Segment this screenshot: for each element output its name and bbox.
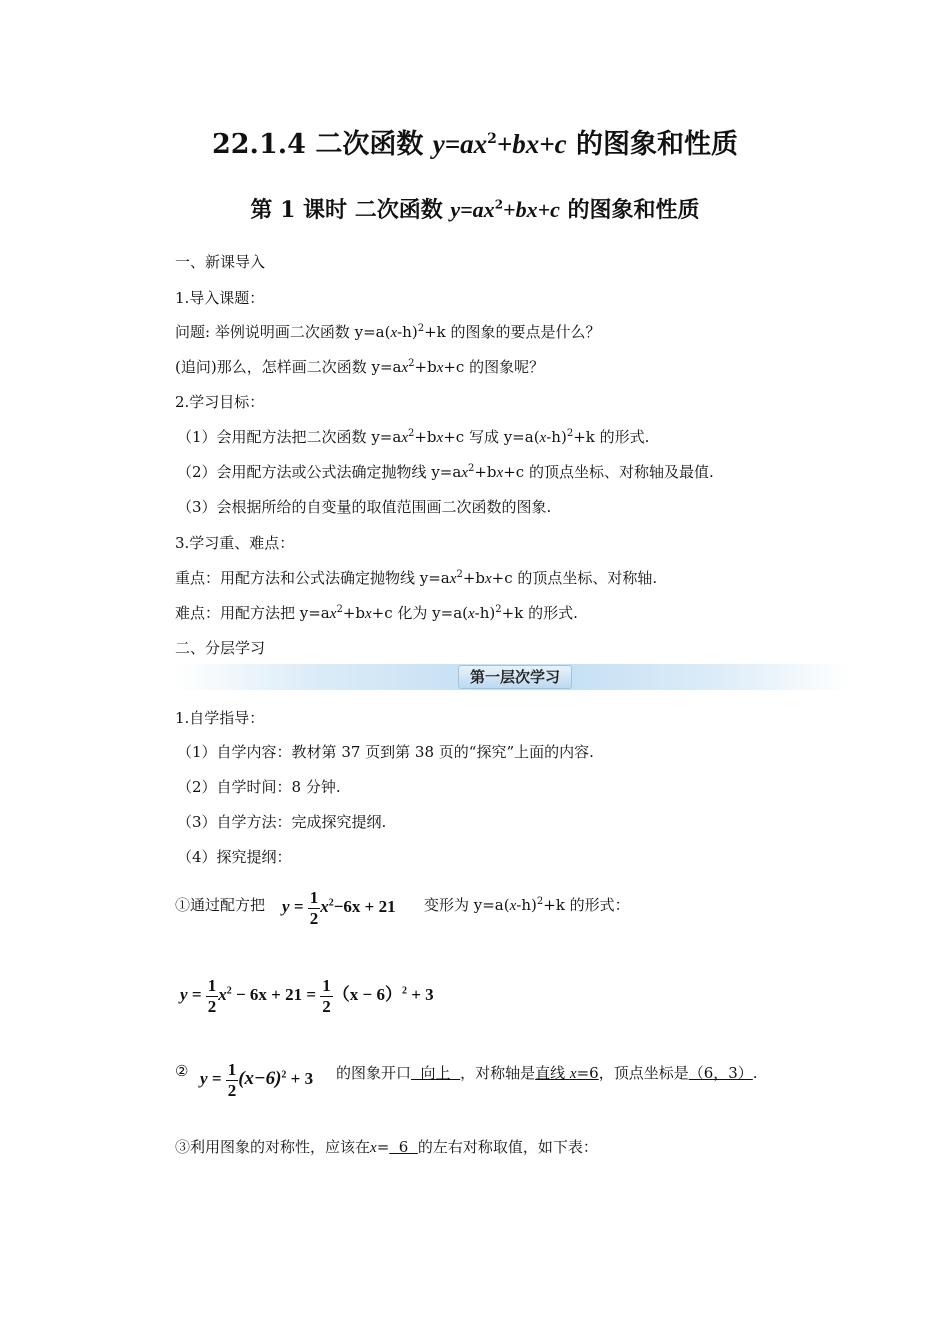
fraction-half xyxy=(206,976,219,1016)
var-x: x xyxy=(364,606,372,622)
item-1-lead: ①通过配方把 xyxy=(175,896,266,914)
item-2-text xyxy=(336,1062,758,1083)
axis-x: x xyxy=(569,1066,577,1082)
denominator: 2 xyxy=(309,908,319,928)
hard-a: 难点：用配方法把 y=a xyxy=(175,604,330,622)
numerator: 1 xyxy=(322,976,331,995)
goal2-c: +c 的顶点坐标、对称轴及最值. xyxy=(503,463,714,481)
hard-b: +b xyxy=(342,604,365,622)
page-subtitle xyxy=(0,193,950,224)
goal1-a: （1）会用配方法把二次函数 y=a xyxy=(177,428,402,446)
denominator: 2 xyxy=(227,1080,237,1100)
section-heading-intro: 一、新课导入 xyxy=(175,253,266,271)
denominator: 2 xyxy=(207,996,217,1016)
guide-content: （1）自学内容：教材第 37 页到第 38 页的“探究”上面的内容. xyxy=(177,743,594,761)
var-x: x xyxy=(461,465,468,481)
key-points-heading: 3.学习重、难点： xyxy=(175,534,295,552)
sup-2: 2 xyxy=(407,428,415,439)
denominator: 2 xyxy=(322,996,331,1016)
var-x: x xyxy=(468,606,475,622)
item-2-formula xyxy=(200,1060,313,1100)
axis-c: =6 xyxy=(576,1064,599,1082)
goal1-d: -h) xyxy=(546,428,567,446)
formula-plus3: + 3 xyxy=(290,1068,314,1088)
answer-opening: 向上 xyxy=(411,1064,461,1082)
sup-2: 2 xyxy=(328,897,334,909)
goal1-b: +b xyxy=(414,428,437,446)
fraction-half xyxy=(320,976,333,1016)
item3-d: 的左右对称取值，如下表： xyxy=(417,1138,598,1156)
item3-x: x xyxy=(370,1140,377,1156)
goals-heading: 2.学习目标： xyxy=(175,393,265,411)
hard-c: +c 化为 y=a( xyxy=(371,604,468,622)
var-x: x xyxy=(401,430,408,446)
guide-method: （3）自学方法：完成探究提纲. xyxy=(177,813,387,831)
var-x: x xyxy=(436,360,444,376)
answer-vertex: （6，3） xyxy=(688,1064,753,1082)
var-x: x xyxy=(329,606,337,622)
goal-2 xyxy=(177,461,714,482)
item-1-tail xyxy=(424,894,630,915)
difficult-point xyxy=(175,602,578,623)
key-b: +b xyxy=(462,569,485,587)
guide-time: （2）自学时间：8 分钟. xyxy=(177,778,341,796)
sup-2: 2 xyxy=(467,463,475,474)
subtitle-rest: +bx+c xyxy=(503,197,560,222)
subtitle-exp: 2 xyxy=(494,197,504,212)
hard-d: -h) xyxy=(474,604,496,622)
followup-line xyxy=(175,356,544,377)
subtitle-suffix: 的图象和性质 xyxy=(559,197,700,223)
var-x: x xyxy=(401,360,409,376)
formula-y: y = xyxy=(200,1068,222,1088)
sup-2: 2 xyxy=(495,604,502,615)
item3-a: ③利用图象的对称性，应该在 xyxy=(175,1138,371,1156)
goal1-e: +k 的形式. xyxy=(573,428,650,446)
sup-2: 2 xyxy=(456,569,463,580)
var-x: x xyxy=(390,325,398,341)
title-exp: 2 xyxy=(487,131,497,147)
sup-2: 2 xyxy=(336,604,343,615)
item-1-formula xyxy=(282,888,396,928)
key-point xyxy=(175,567,657,588)
question-a: 问题: 举例说明画二次函数 y=a( xyxy=(175,323,391,341)
sup-2: 2 xyxy=(281,1069,287,1081)
fraction-half xyxy=(226,1060,239,1100)
answer-axis xyxy=(535,1064,599,1082)
item2-t1: 的图象开口 xyxy=(336,1064,412,1082)
guide-heading: 1.自学指导： xyxy=(175,709,265,727)
key-c: +c 的顶点坐标、对称轴. xyxy=(491,569,658,587)
item2-t2: ，对称轴是 xyxy=(460,1064,536,1082)
followup-c: +c 的图象呢？ xyxy=(443,358,545,376)
hard-e: +k 的形式. xyxy=(501,604,578,622)
item-3 xyxy=(175,1136,598,1157)
item1-tail-c: +k 的形式： xyxy=(543,896,630,914)
item2-t3: ，顶点坐标是 xyxy=(598,1064,689,1082)
formula-y: y = xyxy=(180,984,202,1004)
fraction-half xyxy=(308,888,321,928)
title-expr: y=ax xyxy=(432,129,488,159)
formula-mid: − 6x + 21 = xyxy=(235,984,317,1004)
sup-2: 2 xyxy=(401,985,407,997)
question-c: +k 的图象的要点是什么？ xyxy=(424,323,601,341)
formula-paren: （x − 6） xyxy=(332,984,402,1004)
level-banner xyxy=(175,664,851,690)
followup-a: (追问)那么，怎样画二次函数 y=a xyxy=(175,358,402,376)
formula-plus3: + 3 xyxy=(411,984,434,1004)
var-x: x xyxy=(496,465,504,481)
section-heading-layered: 二、分层学习 xyxy=(175,639,266,657)
subtitle-prefix: 第 1 课时 二次函数 xyxy=(250,197,451,223)
key-a: 重点：用配方法和公式法确定抛物线 y=a xyxy=(175,569,450,587)
numerator: 1 xyxy=(227,1060,237,1079)
intro-topic-heading: 1.导入课题： xyxy=(175,289,265,307)
numerator: 1 xyxy=(207,976,217,995)
sup-2: 2 xyxy=(566,428,574,439)
var-x: x xyxy=(449,571,457,587)
sup-2: 2 xyxy=(226,985,232,997)
formula-paren: (x−6) xyxy=(238,1067,282,1089)
page-title xyxy=(0,122,950,161)
derivation-formula xyxy=(180,976,434,1016)
question-line xyxy=(175,321,601,342)
goal-1 xyxy=(177,426,649,447)
item2-t4: . xyxy=(752,1064,758,1082)
goal2-b: +b xyxy=(474,463,497,481)
axis-a: 直线 xyxy=(535,1064,570,1082)
answer-center: 6 xyxy=(389,1138,418,1156)
goal-3: （3）会根据所给的自变量的取值范围画二次函数的图象. xyxy=(177,498,552,516)
guide-outline: （4）探究提纲： xyxy=(177,848,292,866)
formula-y: y = xyxy=(282,896,304,916)
sup-2: 2 xyxy=(417,323,425,334)
title-rest: +bx+c xyxy=(496,129,567,159)
numerator: 1 xyxy=(309,888,319,907)
goal1-c: +c 写成 y=a( xyxy=(443,428,540,446)
sup-2: 2 xyxy=(408,358,415,369)
level-banner-label: 第一层次学习 xyxy=(458,665,572,689)
item1-tail-a: 变形为 y=a( xyxy=(424,896,510,914)
goal2-a: （2）会用配方法或公式法确定抛物线 y=a xyxy=(177,463,462,481)
question-b: -h) xyxy=(397,323,418,341)
formula-tail: −6x + 21 xyxy=(333,896,396,916)
followup-b: +b xyxy=(414,358,437,376)
item1-tail-b: -h) xyxy=(516,896,537,914)
var-x: x xyxy=(320,896,329,916)
var-x: x xyxy=(436,430,444,446)
item3-eq: = xyxy=(376,1138,390,1156)
var-x: x xyxy=(484,571,492,587)
item-2-lead: ② xyxy=(175,1062,189,1080)
var-x: x xyxy=(509,898,517,914)
var-x: x xyxy=(539,430,547,446)
subtitle-expr: y=ax xyxy=(450,197,495,222)
sup-2: 2 xyxy=(536,896,544,907)
var-x: x xyxy=(218,984,227,1004)
title-prefix: 22.1.4 二次函数 xyxy=(211,129,433,160)
title-suffix: 的图象和性质 xyxy=(566,129,739,160)
